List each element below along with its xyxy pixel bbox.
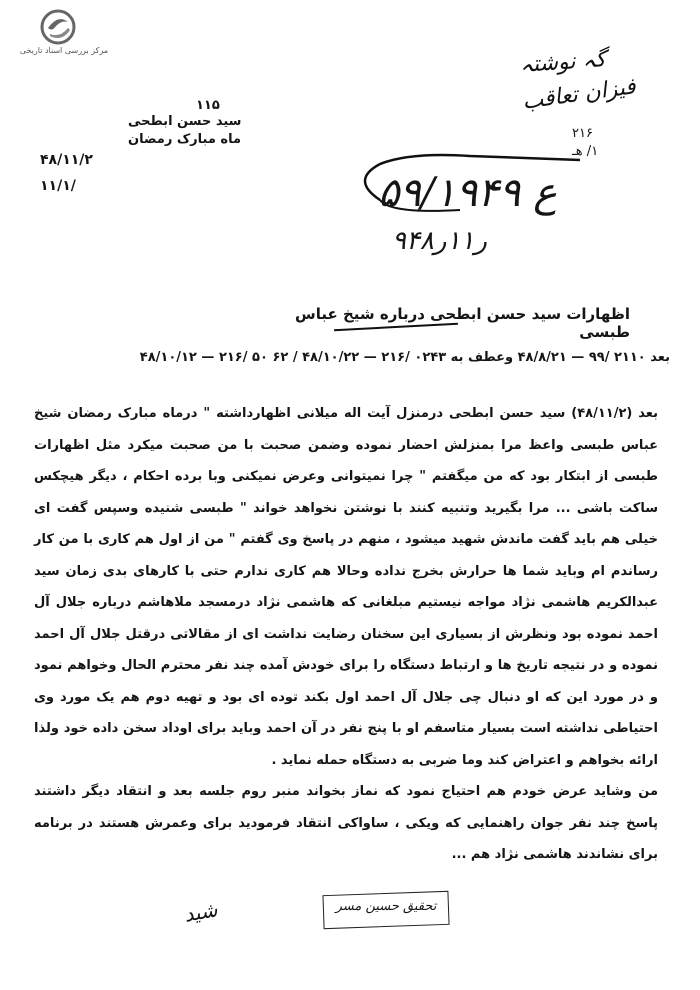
handwritten-note-top: گہ نوشتہ [519, 47, 607, 78]
department-sub: ۱/ هـ [572, 144, 599, 159]
handwritten-note-second: فیزان تعاقب [520, 74, 638, 115]
document-body [34, 398, 658, 871]
report-period: ماه مبارک رمضان [128, 132, 242, 147]
handwritten-date: ۹ر۱۱ر۴۸ [392, 226, 487, 256]
body-paragraph: بعد (۴۸/۱۱/۲) سید حسن ابطحی درمنزل آیت اله میلانی اظهارداشته " درماه مبارک رمضان شیخ عباس طبسی واعظ مرا بمنزلش احضار نموده وضمن صحبت با من صحبت میکرد مثل اظهارات طبسی از ابتکار بود که من میگفتم " چرا نمیتوانی وعرض نمیکنی وبا برده احکام ، دیگر هیچکس ساکت باشی ... مرا بگیرید وتنبیه کنند با نوشتن نخواهد خواند " طبسی شنیده وسپس گفت ای خیلی هم باید گفت ماندش شهید میشود ، منهم در پاسخ وی گفتم " من از اول هم کاری با من کار رساندم ام وباید شما ها حرارش بخرج نداده وحالا هم کاری ندارم حتی با کارهای بدی زمان سید عبدالکریم هاشمی نژاد مواجه نیستیم مبلغانی که هاشمی نژاد درمسجد ملاهاشم درباره جلال آل احمد نموده بود ونظرش از بسیاری این سخنان رضایت نداشت ای از مقالاتی درقتل جلال آل احمد نموده و در نتیجه تاریخ ها و ارتباط دستگاه را برای خودش آمده چند نفر محترم الحال وخواهم نمود و در مورد این که او دنبال چی جلال آل احمد اول بکند توده ای بود و تهیه دوم هم یک مورد وی احتیاطی نداشته است بسیار متاسفم او با پنج نفر در آن احمد وباید برای اوداد سخن داده خود ولذا ارائه بخواهم و اعتراض کند وما ضربی به دستگاه حمله نماید . [34, 406, 659, 768]
archive-logo [8, 6, 118, 58]
date-received: ۴۸/۱۱/۲ [40, 152, 93, 168]
department-number: ۲۱۶ [572, 126, 593, 141]
signature-stamp-text: تحقیق حسین مسر [335, 899, 437, 914]
file-number: ۵۹/۱۹۴۹ ع [378, 170, 557, 216]
body-paragraph: من وشاید عرض خودم هم احتیاج نمود که نماز بخواند منبر روم جلسه بعد و انتقاد دیگر داشتند پاسخ چند نفر جوان راهنمایی که ویکی ، ساواکی انتقاد فرمودید برای وعمرش هستند در برنامه برای نشاندند هاشمی نژاد هم ... [34, 784, 658, 862]
reference-line: بعد ۲۱۱۰ /۹۹ — ۴۸/۸/۲۱ وعطف به ۰۲۴۳ /۲۱۶ — ۴۸/۱۰/۲۲ / ۶۲ ۵۰ /۲۱۶ — ۴۸/۱۰/۱۲ [139, 350, 670, 365]
archive-logo-icon [38, 8, 78, 46]
archive-logo-caption: مرکز بررسی اسناد تاریخی [19, 46, 109, 55]
subject-name: سید حسن ابطحی [128, 114, 242, 129]
date-filed: ۱۱/۱/ [40, 178, 76, 194]
handwritten-signature: شید [182, 897, 220, 927]
report-number: ۱۱۵ [196, 98, 220, 113]
document-title: اظهارات سید حسن ابطحی درباره شیخ عباس طبسی [295, 305, 630, 341]
